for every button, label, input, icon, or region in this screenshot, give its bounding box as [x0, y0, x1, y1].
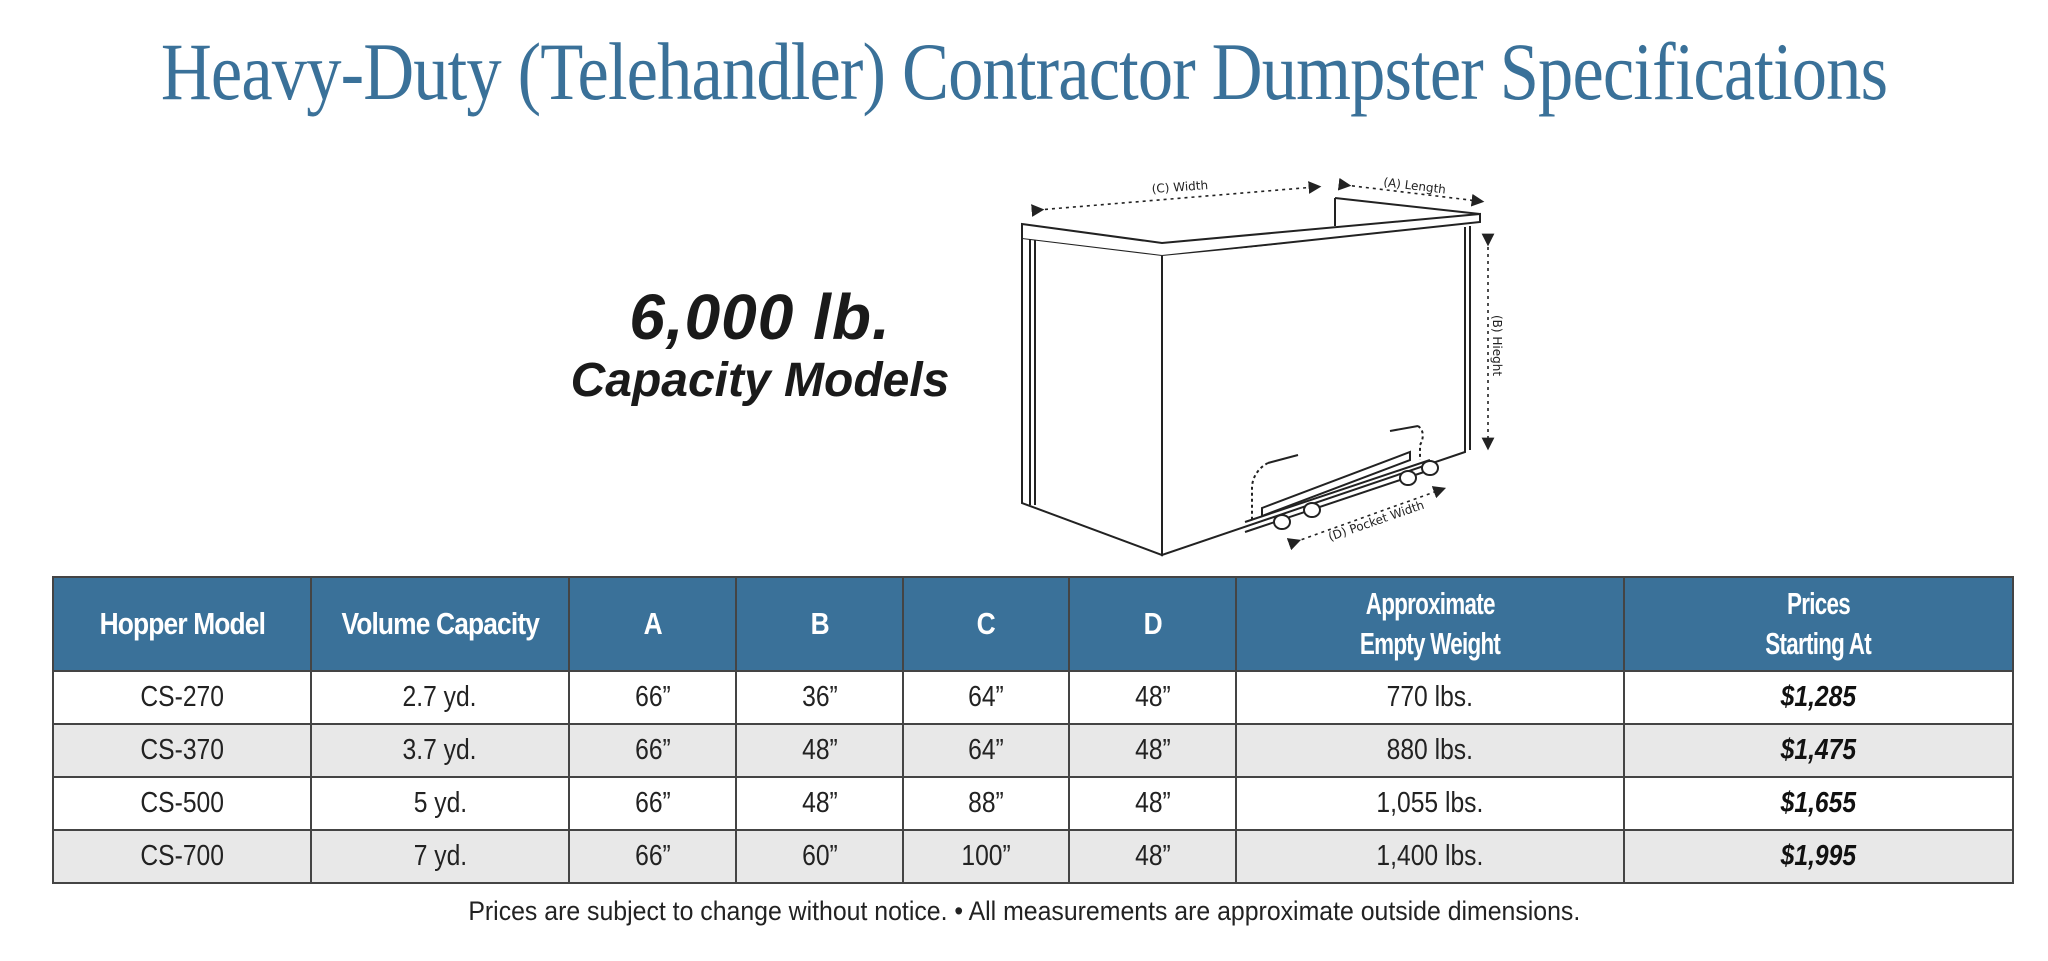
header-hopper-model: Hopper Model — [53, 577, 311, 671]
cell-volume: 2.7 yd. — [311, 671, 569, 724]
cell-d: 48” — [1069, 830, 1236, 883]
cell-weight: 770 lbs. — [1236, 671, 1624, 724]
cell-a: 66” — [569, 724, 736, 777]
cell-volume: 7 yd. — [311, 830, 569, 883]
table-row — [53, 724, 2013, 777]
header-d: D — [1069, 577, 1236, 671]
header-a: A — [569, 577, 736, 671]
cell-a: 66” — [569, 830, 736, 883]
cell-b: 48” — [736, 777, 903, 830]
label-pocket-width: (D) Pocket Width — [1326, 497, 1426, 544]
table-row — [53, 777, 2013, 830]
cell-price: $1,655 — [1624, 777, 2013, 830]
cell-price: $1,285 — [1624, 671, 2013, 724]
table-row — [53, 830, 2013, 883]
cell-weight: 1,400 lbs. — [1236, 830, 1624, 883]
table-row — [53, 671, 2013, 724]
table-header-row — [53, 577, 2013, 671]
cell-a: 66” — [569, 777, 736, 830]
label-length: (A) Length — [1382, 175, 1447, 197]
cell-c: 64” — [903, 724, 1069, 777]
cell-c: 100” — [903, 830, 1069, 883]
cell-d: 48” — [1069, 671, 1236, 724]
cell-volume: 3.7 yd. — [311, 724, 569, 777]
cell-weight: 880 lbs. — [1236, 724, 1624, 777]
cell-d: 48” — [1069, 724, 1236, 777]
cell-c: 88” — [903, 777, 1069, 830]
label-height: (B) Hieght — [1490, 315, 1504, 377]
cell-d: 48” — [1069, 777, 1236, 830]
specifications-table — [52, 576, 2014, 884]
header-volume-capacity: Volume Capacity — [311, 577, 569, 671]
label-width: (C) Width — [1151, 178, 1209, 196]
capacity-label: Capacity Models — [570, 354, 950, 407]
cell-c: 64” — [903, 671, 1069, 724]
page-title: Heavy-Duty (Telehandler) Contractor Dumpster Specifications — [160, 26, 1888, 117]
header-price: Prices Starting At — [1624, 577, 2013, 671]
cell-price: $1,995 — [1624, 830, 2013, 883]
cell-b: 36” — [736, 671, 903, 724]
cell-model: CS-370 — [53, 724, 311, 777]
header-c: C — [903, 577, 1069, 671]
header-empty-weight: Approximate Empty Weight — [1236, 577, 1624, 671]
cell-volume: 5 yd. — [311, 777, 569, 830]
cell-model: CS-700 — [53, 830, 311, 883]
header-b: B — [736, 577, 903, 671]
cell-a: 66” — [569, 671, 736, 724]
cell-b: 48” — [736, 724, 903, 777]
cell-weight: 1,055 lbs. — [1236, 777, 1624, 830]
cell-price: $1,475 — [1624, 724, 2013, 777]
capacity-weight: 6,000 lb. — [629, 281, 891, 353]
cell-model: CS-270 — [53, 671, 311, 724]
capacity-callout — [520, 282, 1000, 410]
cell-model: CS-500 — [53, 777, 311, 830]
dumpster-diagram — [1000, 160, 1520, 560]
cell-b: 60” — [736, 830, 903, 883]
footnote: Prices are subject to change without notice. • All measurements are approximate outside dimensions. — [468, 896, 1580, 926]
